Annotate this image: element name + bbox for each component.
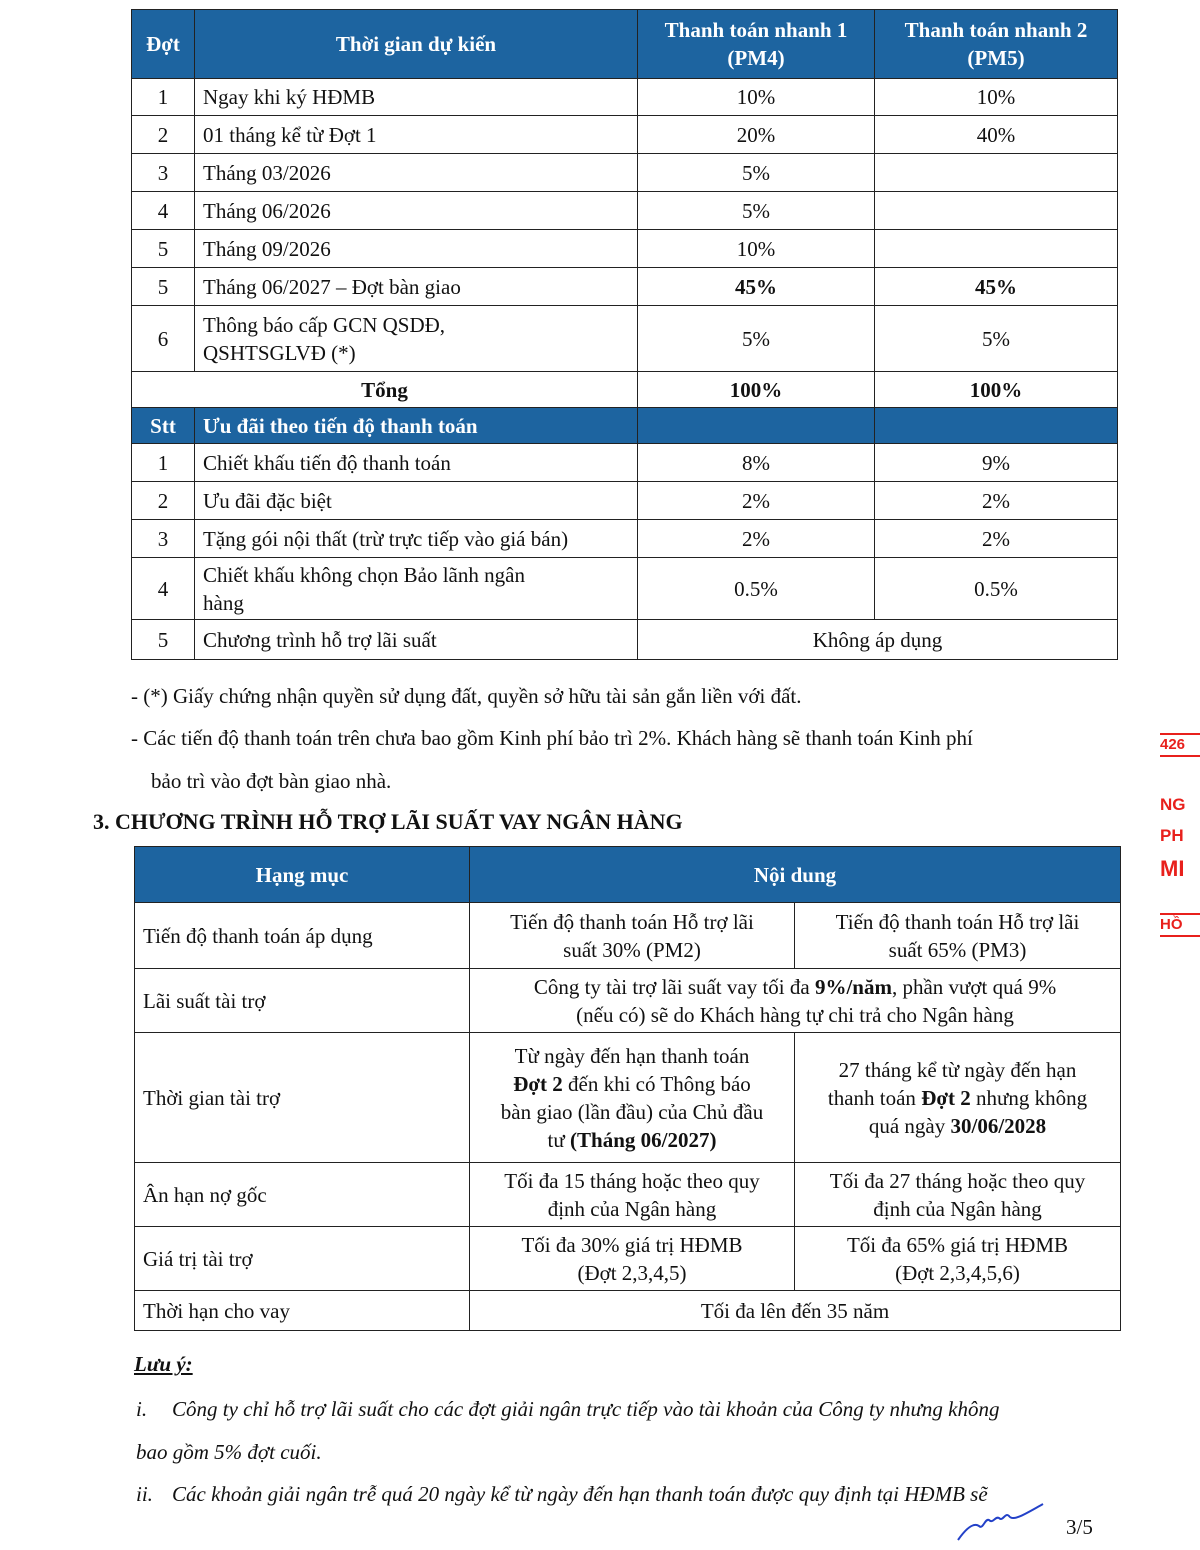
table-row bbox=[135, 1291, 1121, 1331]
cell-dot: 4 bbox=[132, 192, 195, 230]
cell-label: Chiết khấu tiến độ thanh toán bbox=[195, 444, 638, 482]
table-row bbox=[132, 268, 1118, 306]
table-row bbox=[132, 116, 1118, 154]
remark-i-cont: bao gồm 5% đợt cuối. bbox=[136, 1440, 322, 1464]
cell-stt: 5 bbox=[132, 620, 195, 660]
footnote-maintenance: - Các tiến độ thanh toán trên chưa bao gồm Kinh phí bảo trì 2%. Khách hàng sẽ thanh toán Kinh phí bbox=[131, 726, 973, 750]
cell-time: Tháng 09/2026 bbox=[195, 230, 638, 268]
cell-pm3: 27 tháng kể từ ngày đến hạn thanh toán Đợt 2 nhưng không quá ngày 30/06/2028 bbox=[795, 1033, 1121, 1163]
cell-pm4: 5% bbox=[638, 306, 875, 372]
total-row bbox=[132, 372, 1118, 408]
cell-label: Ưu đãi đặc biệt bbox=[195, 482, 638, 520]
header-empty bbox=[638, 408, 875, 444]
header-empty bbox=[875, 408, 1118, 444]
cell-time: Tháng 03/2026 bbox=[195, 154, 638, 192]
cell-pm3: Tiến độ thanh toán Hỗ trợ lãi suất 65% (PM3) bbox=[795, 903, 1121, 969]
cell-dot: 1 bbox=[132, 79, 195, 116]
cell-time: Tháng 06/2027 – Đợt bàn giao bbox=[195, 268, 638, 306]
cell-pm4: 10% bbox=[638, 79, 875, 116]
cell-time: Ngay khi ký HĐMB bbox=[195, 79, 638, 116]
cell-merged: Tối đa lên đến 35 năm bbox=[470, 1291, 1121, 1331]
table-row bbox=[135, 903, 1121, 969]
cell-merged: Không áp dụng bbox=[638, 620, 1118, 660]
table-row bbox=[132, 230, 1118, 268]
incentive-row bbox=[132, 482, 1118, 520]
cell-pm2: Tối đa 30% giá trị HĐMB (Đợt 2,3,4,5) bbox=[470, 1227, 795, 1291]
cell-pm5: 2% bbox=[875, 482, 1118, 520]
table-row bbox=[132, 306, 1118, 372]
cell-label: Chiết khấu không chọn Bảo lãnh ngân hàng bbox=[195, 558, 638, 620]
cell-pm5 bbox=[875, 192, 1118, 230]
table-header-row bbox=[135, 847, 1121, 903]
cell-dot: 3 bbox=[132, 154, 195, 192]
cell-pm2: Tối đa 15 tháng hoặc theo quy định của Ngân hàng bbox=[470, 1163, 795, 1227]
table-row bbox=[135, 1227, 1121, 1291]
table-row bbox=[135, 1163, 1121, 1227]
row-label: Giá trị tài trợ bbox=[135, 1227, 470, 1291]
cell-pm4: 2% bbox=[638, 482, 875, 520]
cell-pm5: 45% bbox=[875, 268, 1118, 306]
cell-stt: 2 bbox=[132, 482, 195, 520]
header-stt: Stt bbox=[132, 408, 195, 444]
cell-pm4: 10% bbox=[638, 230, 875, 268]
cell-dot: 2 bbox=[132, 116, 195, 154]
cell-time: Tháng 06/2026 bbox=[195, 192, 638, 230]
payment-schedule-table bbox=[131, 9, 1118, 660]
cell-stt: 3 bbox=[132, 520, 195, 558]
cell-pm5: 5% bbox=[875, 306, 1118, 372]
cell-stt: 4 bbox=[132, 558, 195, 620]
footnote-asterisk: - (*) Giấy chứng nhận quyền sử dụng đất, quyền sở hữu tài sản gắn liền với đất. bbox=[131, 684, 802, 708]
header-content: Nội dung bbox=[470, 847, 1121, 903]
cell-merged: Công ty tài trợ lãi suất vay tối đa 9%/năm, phần vượt quá 9% (nếu có) sẽ do Khách hàng tự chi trả cho Ngân hàng bbox=[470, 969, 1121, 1033]
cell-pm5: 2% bbox=[875, 520, 1118, 558]
incentive-row bbox=[132, 558, 1118, 620]
cell-dot: 5 bbox=[132, 268, 195, 306]
row-label: Ân hạn nợ gốc bbox=[135, 1163, 470, 1227]
cell-pm5 bbox=[875, 230, 1118, 268]
incentive-header-row bbox=[132, 408, 1118, 444]
cell-label: Chương trình hỗ trợ lãi suất bbox=[195, 620, 638, 660]
cell-label: Tặng gói nội thất (trừ trực tiếp vào giá bán) bbox=[195, 520, 638, 558]
header-dot: Đợt bbox=[132, 10, 195, 79]
section-3-title: 3. CHƯƠNG TRÌNH HỖ TRỢ LÃI SUẤT VAY NGÂN HÀNG bbox=[93, 809, 683, 834]
table-row bbox=[135, 1033, 1121, 1163]
remarks-title: Lưu ý: bbox=[134, 1352, 193, 1376]
cell-pm2: Tiến độ thanh toán Hỗ trợ lãi suất 30% (PM2) bbox=[470, 903, 795, 969]
page-number: 3/5 bbox=[1066, 1515, 1093, 1539]
cell-pm3: Tối đa 27 tháng hoặc theo quy định của Ngân hàng bbox=[795, 1163, 1121, 1227]
row-label: Thời hạn cho vay bbox=[135, 1291, 470, 1331]
row-label: Thời gian tài trợ bbox=[135, 1033, 470, 1163]
remark-ii: ii. Các khoản giải ngân trễ quá 20 ngày kể từ ngày đến hạn thanh toán được quy định tại HĐMB sẽ bbox=[136, 1482, 988, 1506]
cell-pm5 bbox=[875, 154, 1118, 192]
cell-pm4: 0.5% bbox=[638, 558, 875, 620]
cell-pm5: 10% bbox=[875, 79, 1118, 116]
header-incentive: Ưu đãi theo tiến độ thanh toán bbox=[195, 408, 638, 444]
header-pm5: Thanh toán nhanh 2 (PM5) bbox=[875, 10, 1118, 79]
table-row bbox=[132, 154, 1118, 192]
cell-pm4: 5% bbox=[638, 154, 875, 192]
incentive-row bbox=[132, 520, 1118, 558]
table-row bbox=[132, 79, 1118, 116]
table-row bbox=[135, 969, 1121, 1033]
total-pm4: 100% bbox=[638, 372, 875, 408]
cell-pm4: 20% bbox=[638, 116, 875, 154]
cell-dot: 5 bbox=[132, 230, 195, 268]
table-header-row bbox=[132, 10, 1118, 79]
incentive-row bbox=[132, 620, 1118, 660]
cell-dot: 6 bbox=[132, 306, 195, 372]
signature-initials bbox=[955, 1500, 1045, 1545]
incentive-row bbox=[132, 444, 1118, 482]
header-item: Hạng mục bbox=[135, 847, 470, 903]
cell-pm4: 8% bbox=[638, 444, 875, 482]
cell-pm3: Tối đa 65% giá trị HĐMB (Đợt 2,3,4,5,6) bbox=[795, 1227, 1121, 1291]
row-label: Tiến độ thanh toán áp dụng bbox=[135, 903, 470, 969]
cell-pm4: 2% bbox=[638, 520, 875, 558]
footnote-maintenance-cont: bảo trì vào đợt bàn giao nhà. bbox=[151, 769, 392, 793]
cell-time: Thông báo cấp GCN QSDĐ, QSHTSGLVĐ (*) bbox=[195, 306, 638, 372]
cell-pm5: 9% bbox=[875, 444, 1118, 482]
cell-pm5: 40% bbox=[875, 116, 1118, 154]
remark-i: i. Công ty chỉ hỗ trợ lãi suất cho các đợt giải ngân trực tiếp vào tài khoản của Công ty nhưng không bbox=[136, 1397, 1000, 1421]
cell-pm5: 0.5% bbox=[875, 558, 1118, 620]
interest-support-table bbox=[134, 846, 1121, 1331]
cell-stt: 1 bbox=[132, 444, 195, 482]
cell-pm4: 45% bbox=[638, 268, 875, 306]
cell-pm2: Từ ngày đến hạn thanh toán Đợt 2 đến khi có Thông báo bàn giao (lần đầu) của Chủ đầu tư (Tháng 06/2027) bbox=[470, 1033, 795, 1163]
total-pm5: 100% bbox=[875, 372, 1118, 408]
cell-time: 01 tháng kể từ Đợt 1 bbox=[195, 116, 638, 154]
row-label: Lãi suất tài trợ bbox=[135, 969, 470, 1033]
table-row bbox=[132, 192, 1118, 230]
total-label: Tổng bbox=[132, 372, 638, 408]
header-time: Thời gian dự kiến bbox=[195, 10, 638, 79]
header-pm4: Thanh toán nhanh 1 (PM4) bbox=[638, 10, 875, 79]
cell-pm4: 5% bbox=[638, 192, 875, 230]
